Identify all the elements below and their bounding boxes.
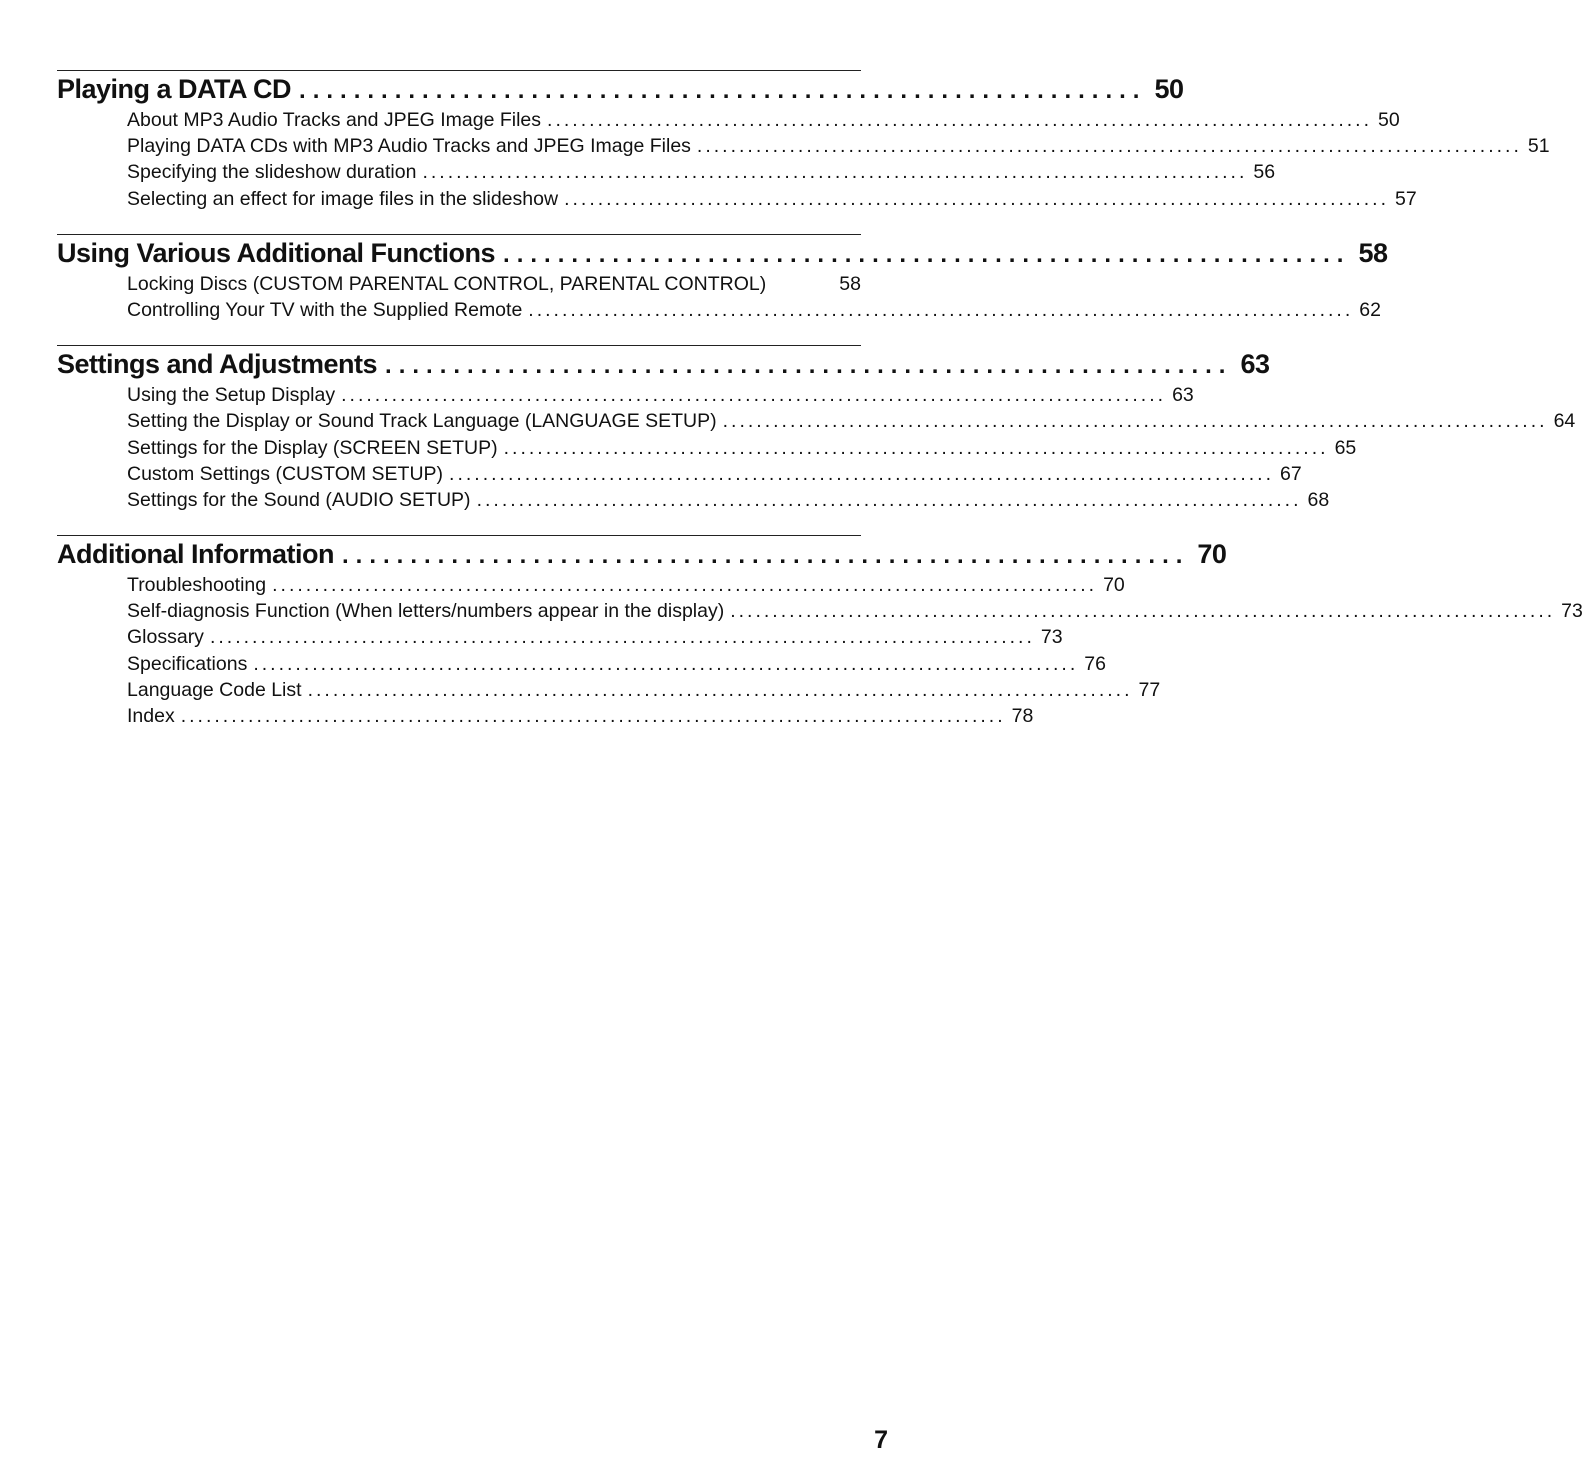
entry-page: 50 (1377, 109, 1400, 131)
dot-leader: .................................................................................................. (476, 488, 1302, 511)
entry-page: 73 (1561, 600, 1583, 623)
entry-title: Settings for the Display (SCREEN SETUP) (127, 436, 498, 459)
entry-page: 68 (1307, 488, 1330, 511)
section-heading[interactable] (57, 346, 1270, 382)
entry-title: Locking Discs (CUSTOM PARENTAL CONTROL, PARENTAL CONTROL) (127, 272, 767, 295)
toc-section-playing-data-cd (57, 70, 1550, 212)
section-heading[interactable] (57, 235, 1388, 271)
section-page: 58 (1358, 237, 1388, 268)
toc-entry[interactable] (127, 133, 1550, 159)
section-title: Additional Information (57, 539, 334, 570)
section-title: Playing a DATA CD (57, 74, 292, 104)
entry-title: Specifying the slideshow duration (127, 161, 417, 184)
toc-entry[interactable] (127, 572, 1125, 598)
entry-title: About MP3 Audio Tracks and JPEG Image Files (127, 109, 542, 131)
toc-entry[interactable] (127, 435, 1357, 461)
toc-entry[interactable] (127, 677, 1161, 703)
entry-title: Language Code List (127, 678, 302, 701)
entry-page: 67 (1279, 462, 1302, 485)
dot-leader: .............................................................. (503, 240, 1351, 268)
dot-leader: .................................................................................................. (272, 574, 1098, 597)
entry-title: Glossary (127, 626, 204, 649)
dot-leader: .................................................................................................. (180, 705, 1006, 727)
dot-leader: .................................................................................................. (696, 135, 1522, 158)
toc-entry[interactable] (127, 487, 1330, 513)
entry-title: Playing DATA CDs with MP3 Audio Tracks and JPEG Image Files (127, 135, 691, 158)
entry-page: 78 (1011, 705, 1034, 727)
dot-leader: .................................................................................................. (449, 462, 1274, 485)
section-page: 50 (1154, 74, 1184, 104)
entry-page: 58 (839, 272, 861, 295)
section-page: 63 (1240, 349, 1270, 380)
entry-page: 77 (1138, 678, 1161, 701)
dot-leader: .................................................................................................. (253, 652, 1079, 675)
dot-leader: .................................................................................................. (307, 678, 1133, 701)
entry-page: 76 (1084, 652, 1106, 675)
toc-entry[interactable] (127, 598, 1583, 624)
entry-title: Controlling Your TV with the Supplied Remote (127, 298, 523, 321)
toc-section-additional-functions (57, 234, 1388, 323)
dot-leader: .................................................................................................. (564, 187, 1389, 210)
toc-entry[interactable] (127, 186, 1417, 212)
toc-entry[interactable] (127, 159, 1276, 185)
entry-title: Using the Setup Display (127, 384, 336, 407)
section-heading[interactable] (57, 536, 1227, 572)
entry-page: 70 (1103, 574, 1125, 597)
toc-entry[interactable] (127, 408, 1576, 434)
dot-leader: .................................................................................................. (730, 600, 1556, 623)
dot-leader: .................................................................................................. (547, 109, 1372, 131)
toc-entry[interactable] (127, 382, 1194, 408)
section-page: 70 (1197, 539, 1227, 570)
entry-title: Index (127, 705, 175, 727)
entry-title: Selecting an effect for image files in the slideshow (127, 187, 559, 210)
table-of-contents (57, 70, 1583, 751)
toc-entry[interactable] (127, 271, 861, 297)
toc-entry[interactable] (127, 461, 1302, 487)
dot-leader: .............................................................. (299, 77, 1147, 104)
dot-leader: .............................................................. (341, 542, 1190, 570)
entry-page: 56 (1253, 161, 1276, 184)
entry-title: Custom Settings (CUSTOM SETUP) (127, 462, 444, 485)
entry-page: 73 (1040, 626, 1063, 649)
dot-leader: .............................................................. (385, 352, 1233, 380)
entry-title: Self-diagnosis Function (When letters/numbers appear in the display) (127, 600, 725, 623)
dot-leader: .................................................................................................. (722, 410, 1548, 433)
toc-section-settings (57, 345, 1576, 513)
entry-title: Specifications (127, 652, 248, 675)
entry-title: Setting the Display or Sound Track Language (LANGUAGE SETUP) (127, 410, 717, 433)
entry-title: Settings for the Sound (AUDIO SETUP) (127, 488, 471, 511)
entry-page: 63 (1172, 384, 1194, 407)
dot-leader: .................................................................................................. (422, 161, 1248, 184)
section-title: Settings and Adjustments (57, 349, 378, 380)
toc-entry[interactable] (127, 107, 1400, 133)
dot-leader: .................................................................................................. (341, 384, 1167, 407)
toc-entry[interactable] (127, 703, 1034, 729)
section-title: Using Various Additional Functions (57, 237, 496, 268)
entry-page: 57 (1395, 187, 1417, 210)
entry-page: 62 (1359, 298, 1381, 321)
dot-leader: .................................................................................................. (503, 436, 1329, 459)
toc-section-additional-information (57, 535, 1583, 729)
entry-page: 65 (1334, 436, 1357, 459)
toc-entry[interactable] (127, 297, 1381, 323)
entry-page: 64 (1553, 410, 1576, 433)
entry-page: 51 (1527, 135, 1550, 158)
entry-title: Troubleshooting (127, 574, 267, 597)
dot-leader: .................................................................................................. (528, 298, 1354, 321)
section-heading[interactable] (57, 71, 1184, 107)
toc-entry[interactable] (127, 651, 1106, 677)
toc-entry[interactable] (127, 624, 1063, 650)
dot-leader: .................................................................................................. (209, 626, 1035, 649)
page-number: 7 (874, 1426, 888, 1454)
